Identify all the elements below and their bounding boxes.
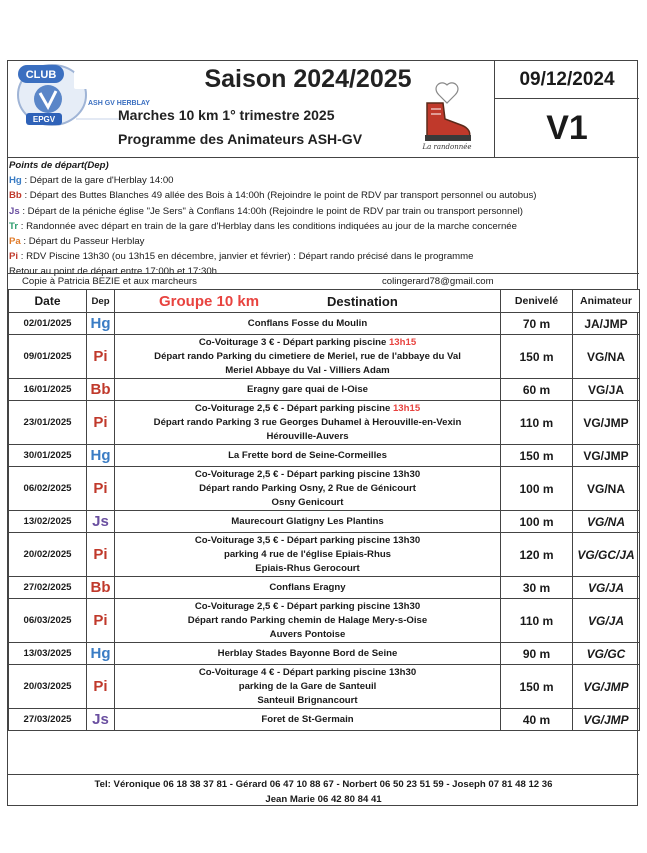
destination-line bbox=[115, 581, 500, 595]
departure-text: : RDV Piscine 13h30 (ou 13h15 en décembre, janvier et février) : Départ rando précisé dans le programme bbox=[18, 251, 474, 263]
row-destination bbox=[115, 577, 501, 599]
table-row bbox=[9, 577, 640, 599]
destination-line-text: Co-Voiturage 2,5 € - Départ parking piscine 13h30 bbox=[194, 468, 421, 480]
destination-line-text: Maurecourt Glatigny Les Plantins bbox=[231, 515, 384, 527]
footer-phones-line1: Tel: Véronique 06 18 38 37 81 - Gérard 06 47 10 88 67 - Norbert 06 50 23 51 59 - Joseph 07 81 48 12 36 bbox=[94, 779, 553, 790]
table-row bbox=[9, 467, 640, 511]
row-denivele: 100 m bbox=[501, 511, 573, 533]
destination-line bbox=[115, 534, 500, 548]
row-denivele: 90 m bbox=[501, 643, 573, 665]
destination-label: Destination bbox=[327, 294, 398, 309]
row-destination bbox=[115, 445, 501, 467]
return-info: Retour au point de départ entre 17:00h et 17:30h bbox=[9, 266, 218, 278]
destination-line bbox=[115, 449, 500, 463]
destination-line bbox=[115, 515, 500, 529]
destination-line bbox=[115, 614, 500, 628]
row-date: 09/01/2025 bbox=[9, 335, 87, 379]
departure-code: Tr bbox=[9, 220, 19, 232]
row-animateur: VG/JA bbox=[573, 577, 640, 599]
destination-line-text: Hérouville-Auvers bbox=[266, 430, 349, 442]
logo-epgv-text: EPGV bbox=[32, 115, 56, 124]
subtitle-programme: Programme des Animateurs ASH-GV bbox=[118, 131, 363, 147]
contact-email[interactable]: colingerard78@gmail.com bbox=[382, 276, 494, 287]
row-destination bbox=[115, 599, 501, 643]
departure-code: Bb bbox=[9, 190, 22, 202]
row-animateur: VG/NA bbox=[573, 467, 640, 511]
row-dep: Hg bbox=[87, 313, 115, 335]
departure-code: Pi bbox=[9, 251, 19, 263]
row-date: 27/03/2025 bbox=[9, 709, 87, 731]
row-animateur: VG/JMP bbox=[573, 665, 640, 709]
table-row bbox=[9, 401, 640, 445]
row-date: 16/01/2025 bbox=[9, 379, 87, 401]
destination-line bbox=[115, 416, 500, 430]
table-row bbox=[9, 665, 640, 709]
destination-line bbox=[115, 562, 500, 576]
row-denivele: 110 m bbox=[501, 401, 573, 445]
row-destination bbox=[115, 335, 501, 379]
destination-line bbox=[115, 482, 500, 496]
departure-text: : Randonnée avec départ en train de la gare d'Herblay dans les conditions indiquées au jour de la marche concernée bbox=[18, 220, 517, 232]
row-dep: Pi bbox=[87, 335, 115, 379]
row-animateur: VG/GC/JA bbox=[573, 533, 640, 577]
row-destination bbox=[115, 379, 501, 401]
row-denivele: 60 m bbox=[501, 379, 573, 401]
destination-line bbox=[115, 680, 500, 694]
club-logo bbox=[12, 63, 150, 157]
row-denivele: 70 m bbox=[501, 313, 573, 335]
departure-code: Js bbox=[9, 205, 20, 217]
destination-line-text: Herblay Stades Bayonne Bord de Seine bbox=[217, 647, 398, 659]
destination-line-text: Départ rando Parking chemin de Halage Mery-s-Oise bbox=[187, 614, 428, 626]
row-animateur: VG/JA bbox=[573, 379, 640, 401]
destination-line bbox=[115, 694, 500, 708]
logo-ash-text: ASH GV HERBLAY bbox=[88, 100, 150, 107]
row-date: 20/02/2025 bbox=[9, 533, 87, 577]
destination-line-text: Co-Voiturage 4 € - Départ parking piscine 13h30 bbox=[198, 666, 417, 678]
row-dep: Js bbox=[87, 709, 115, 731]
row-animateur: VG/JMP bbox=[573, 445, 640, 467]
hiking-boot-icon bbox=[413, 81, 481, 151]
row-denivele: 100 m bbox=[501, 467, 573, 511]
schedule-table bbox=[8, 289, 640, 731]
table-row bbox=[9, 313, 640, 335]
row-animateur: VG/JMP bbox=[573, 401, 640, 445]
row-animateur: VG/NA bbox=[573, 335, 640, 379]
departure-code: Pa bbox=[9, 236, 21, 248]
row-denivele: 150 m bbox=[501, 445, 573, 467]
col-denivele: Denivelé bbox=[501, 290, 573, 313]
destination-line bbox=[115, 364, 500, 378]
row-animateur: VG/NA bbox=[573, 511, 640, 533]
row-denivele: 40 m bbox=[501, 709, 573, 731]
highlight-time: 13h15 bbox=[388, 336, 417, 348]
highlight-time: 13h15 bbox=[392, 402, 421, 414]
row-dep: Pi bbox=[87, 665, 115, 709]
header bbox=[8, 61, 639, 157]
group-label: Groupe 10 km bbox=[159, 293, 260, 310]
destination-line bbox=[115, 468, 500, 482]
table-row bbox=[9, 709, 640, 731]
departure-points-title: Points de départ(Dep) bbox=[9, 160, 109, 171]
row-animateur: VG/JMP bbox=[573, 709, 640, 731]
destination-line bbox=[115, 350, 500, 364]
destination-line-text: parking de la Gare de Santeuil bbox=[238, 680, 377, 692]
destination-line bbox=[115, 383, 500, 397]
table-row bbox=[9, 643, 640, 665]
departure-point-bb bbox=[9, 188, 639, 203]
row-date: 06/02/2025 bbox=[9, 467, 87, 511]
row-denivele: 30 m bbox=[501, 577, 573, 599]
col-destination bbox=[115, 290, 501, 313]
departure-points bbox=[8, 157, 639, 278]
row-date: 02/01/2025 bbox=[9, 313, 87, 335]
table-row bbox=[9, 599, 640, 643]
destination-line-text: Co-Voiturage 3,5 € - Départ parking piscine 13h30 bbox=[194, 534, 421, 546]
row-destination bbox=[115, 643, 501, 665]
row-destination bbox=[115, 665, 501, 709]
destination-line-text: La Frette bord de Seine-Cormeilles bbox=[228, 449, 387, 461]
row-denivele: 150 m bbox=[501, 335, 573, 379]
row-denivele: 110 m bbox=[501, 599, 573, 643]
row-date: 13/03/2025 bbox=[9, 643, 87, 665]
destination-line bbox=[115, 430, 500, 444]
issue-date: 09/12/2024 bbox=[494, 61, 639, 99]
departure-point-pa bbox=[9, 234, 639, 249]
table-row bbox=[9, 379, 640, 401]
row-destination bbox=[115, 467, 501, 511]
row-dep: Pi bbox=[87, 599, 115, 643]
destination-line-text: parking 4 rue de l'église Epiais-Rhus bbox=[223, 548, 392, 560]
table-row bbox=[9, 533, 640, 577]
copy-line bbox=[8, 273, 639, 289]
row-dep: Bb bbox=[87, 577, 115, 599]
table-header-row bbox=[9, 290, 640, 313]
row-denivele: 120 m bbox=[501, 533, 573, 577]
departure-point-pi bbox=[9, 249, 639, 264]
version-label: V1 bbox=[494, 99, 639, 157]
subtitle-trimestre: Marches 10 km 1° trimestre 2025 bbox=[118, 107, 335, 123]
col-dep: Dep bbox=[87, 290, 115, 313]
row-destination bbox=[115, 401, 501, 445]
destination-line-text: Co-Voiturage 2,5 € - Départ parking piscine bbox=[194, 402, 393, 414]
row-dep: Hg bbox=[87, 445, 115, 467]
row-dep: Pi bbox=[87, 401, 115, 445]
destination-line-text: Conflans Eragny bbox=[269, 581, 346, 593]
destination-line bbox=[115, 647, 500, 661]
departure-point-tr bbox=[9, 219, 639, 234]
destination-line-text: Epiais-Rhus Gerocourt bbox=[255, 562, 360, 574]
destination-line-text: Auvers Pontoise bbox=[269, 628, 346, 640]
footer-phones-line2: Jean Marie 06 42 80 84 41 bbox=[265, 794, 382, 805]
row-dep: Pi bbox=[87, 533, 115, 577]
page-title: Saison 2024/2025 bbox=[204, 65, 412, 93]
departure-text: : Départ du Passeur Herblay bbox=[20, 236, 145, 248]
table-row bbox=[9, 511, 640, 533]
boot-caption: La randonnée bbox=[422, 143, 472, 151]
row-date: 20/03/2025 bbox=[9, 665, 87, 709]
row-animateur: VG/GC bbox=[573, 643, 640, 665]
col-animateur: Animateur bbox=[573, 290, 640, 313]
destination-line bbox=[115, 628, 500, 642]
destination-line bbox=[115, 548, 500, 562]
departure-text: : Départ des Buttes Blanches 49 allée des Bois à 14:00h (Rejoindre le point de RDV par transport personnel ou autobus) bbox=[21, 190, 537, 202]
row-date: 27/02/2025 bbox=[9, 577, 87, 599]
row-destination bbox=[115, 313, 501, 335]
departure-text: : Départ de la gare d'Herblay 14:00 bbox=[21, 175, 174, 187]
row-dep: Js bbox=[87, 511, 115, 533]
departure-point-hg bbox=[9, 173, 639, 188]
row-dep: Pi bbox=[87, 467, 115, 511]
row-destination bbox=[115, 511, 501, 533]
logo-club-text: CLUB bbox=[25, 69, 57, 81]
destination-line bbox=[115, 496, 500, 510]
destination-line-text: Départ rando Parking du cimetiere de Meriel, rue de l'abbaye du Val bbox=[154, 350, 461, 362]
table-row bbox=[9, 335, 640, 379]
contact-footer bbox=[8, 774, 639, 807]
destination-line-text: Osny Genicourt bbox=[271, 496, 344, 508]
row-date: 23/01/2025 bbox=[9, 401, 87, 445]
destination-line-text: Co-Voiturage 3 € - Départ parking piscine bbox=[198, 336, 389, 348]
departure-text: : Départ de la péniche église "Je Sers" à Conflans 14:00h (Rejoindre le point de RDV par train ou transport personnel) bbox=[19, 205, 523, 217]
destination-line-text: Conflans Fosse du Moulin bbox=[247, 317, 368, 329]
schedule-sheet bbox=[7, 60, 638, 806]
destination-line-text: Foret de St-Germain bbox=[261, 713, 354, 725]
destination-line-text: Co-Voiturage 2,5 € - Départ parking piscine 13h30 bbox=[194, 600, 421, 612]
destination-line bbox=[115, 336, 500, 350]
destination-line bbox=[115, 317, 500, 331]
row-animateur: VG/JA bbox=[573, 599, 640, 643]
copy-recipients: Copie à Patricia BEZIE et aux marcheurs bbox=[22, 276, 197, 287]
destination-line bbox=[115, 600, 500, 614]
destination-line-text: Meriel Abbaye du Val - Villiers Adam bbox=[225, 364, 390, 376]
destination-line-text: Départ rando Parking Osny, 2 Rue de Génicourt bbox=[199, 482, 416, 494]
destination-line-text: Départ rando Parking 3 rue Georges Duhamel à Herouville-en-Vexin bbox=[153, 416, 462, 428]
destination-line-text: Santeuil Brignancourt bbox=[257, 694, 358, 706]
departure-point-js bbox=[9, 204, 639, 219]
destination-line bbox=[115, 666, 500, 680]
row-dep: Hg bbox=[87, 643, 115, 665]
row-destination bbox=[115, 709, 501, 731]
col-date: Date bbox=[9, 290, 87, 313]
destination-line-text: Eragny gare quai de l-Oise bbox=[246, 383, 369, 395]
table-row bbox=[9, 445, 640, 467]
row-destination bbox=[115, 533, 501, 577]
destination-line bbox=[115, 402, 500, 416]
destination-line bbox=[115, 713, 500, 727]
row-date: 30/01/2025 bbox=[9, 445, 87, 467]
row-animateur: JA/JMP bbox=[573, 313, 640, 335]
row-date: 06/03/2025 bbox=[9, 599, 87, 643]
row-denivele: 150 m bbox=[501, 665, 573, 709]
departure-code: Hg bbox=[9, 175, 22, 187]
row-dep: Bb bbox=[87, 379, 115, 401]
row-date: 13/02/2025 bbox=[9, 511, 87, 533]
